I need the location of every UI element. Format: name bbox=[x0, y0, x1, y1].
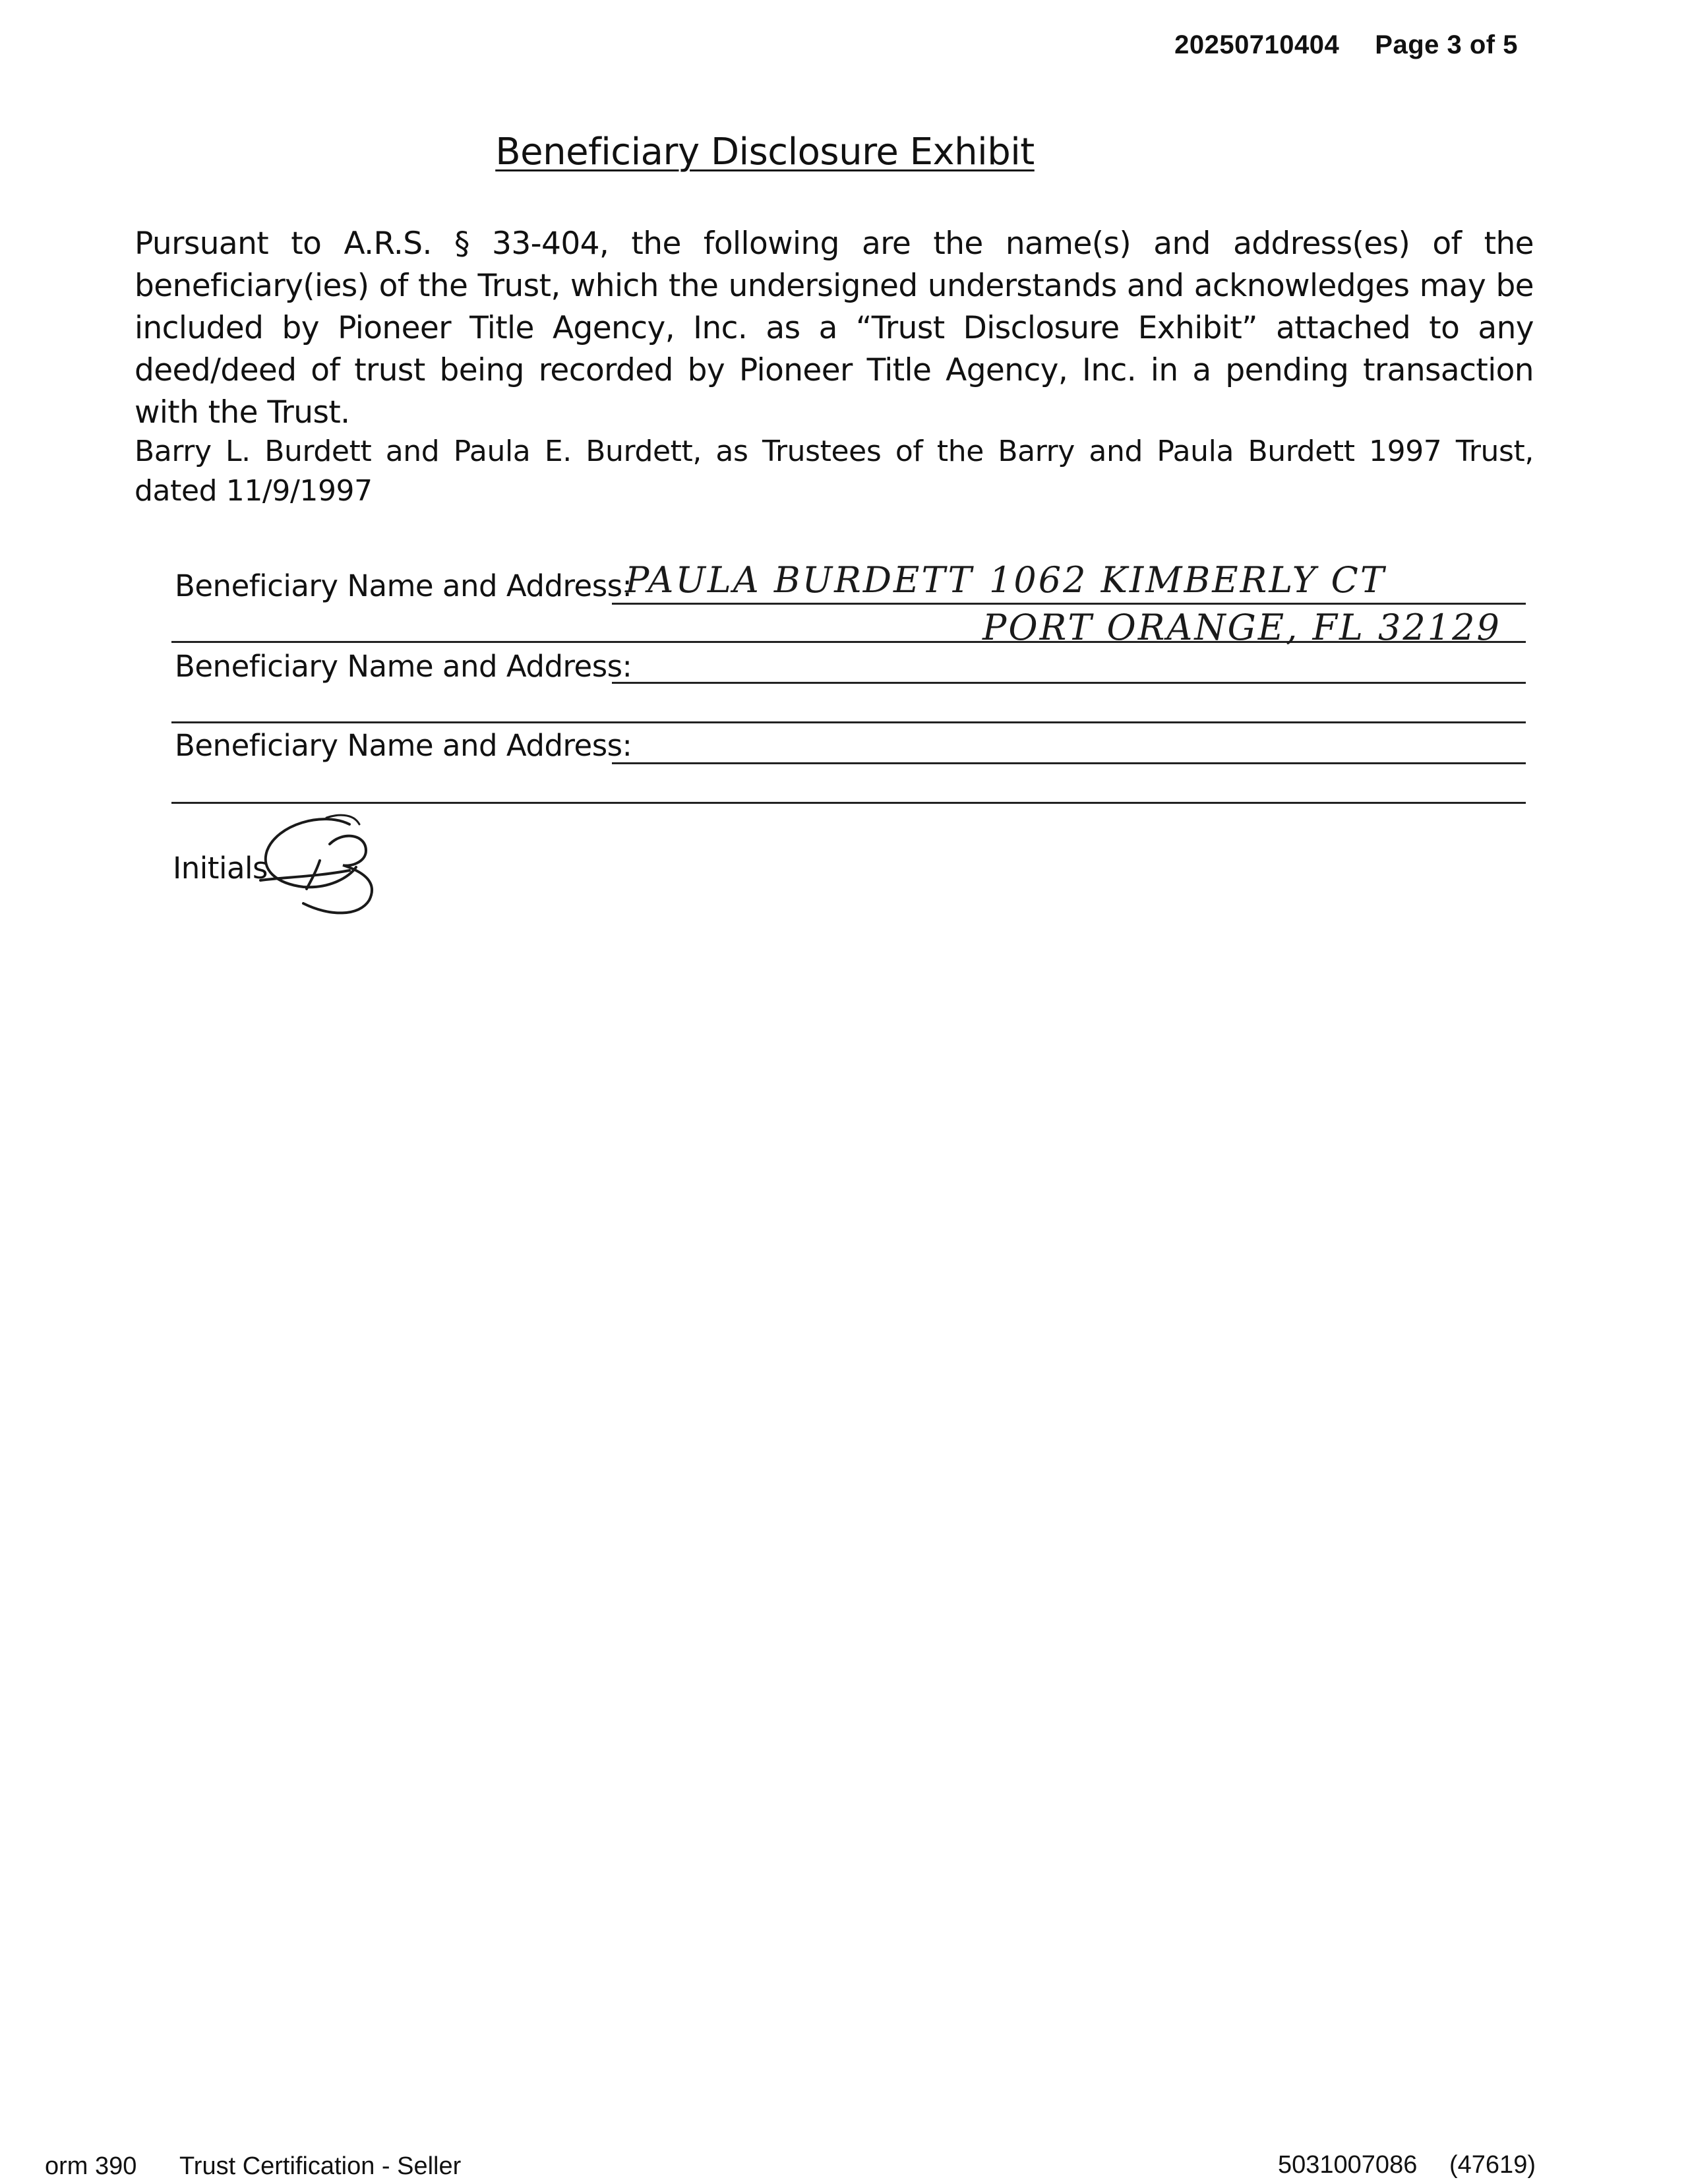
beneficiary-1-line bbox=[612, 603, 1526, 605]
beneficiary-1-address-line2: PORT ORANGE, FL 32129 bbox=[982, 607, 1501, 648]
beneficiary-1-label: Beneficiary Name and Address: bbox=[175, 568, 632, 603]
beneficiary-3-label: Beneficiary Name and Address: bbox=[175, 728, 632, 763]
intro-paragraph: Pursuant to A.R.S. § 33-404, the following are the name(s) and address(es) of the beneficiary(ies) of the Trust, which the undersigned understands and acknowledges may be included by Pioneer Title Agency, Inc. as a “Trust Disclosure Exhibit” attached to any deed/deed of trust being recorded by Pioneer Title Agency, Inc. in a pending transaction with the Trust. bbox=[135, 226, 1534, 431]
beneficiary-1-address-line1: 1062 KIMBERLY CT bbox=[989, 559, 1386, 601]
footer-form-title: Trust Certification - Seller bbox=[179, 2152, 462, 2180]
initials-signature-icon bbox=[251, 804, 396, 923]
document-title: Beneficiary Disclosure Exhibit bbox=[495, 131, 1035, 173]
beneficiary-2-label: Beneficiary Name and Address: bbox=[175, 649, 632, 684]
beneficiary-2-line bbox=[612, 682, 1526, 684]
page-number: Page 3 of 5 bbox=[1375, 30, 1518, 59]
beneficiary-1-name: PAULA BURDETT bbox=[625, 559, 974, 601]
footer-form-number: orm 390 bbox=[45, 2152, 137, 2180]
document-number: 20250710404 bbox=[1174, 30, 1340, 59]
document-header bbox=[1174, 30, 1518, 60]
beneficiary-3-line bbox=[612, 762, 1526, 764]
beneficiary-2-line-2 bbox=[171, 721, 1526, 723]
trustees-paragraph: Barry L. Burdett and Paula E. Burdett, as Trustees of the Barry and Paula Burdett 1997 Trust, dated 11/9/1997 bbox=[135, 435, 1534, 508]
footer-reference: 5031007086 bbox=[1278, 2151, 1418, 2179]
footer-reference-paren: (47619) bbox=[1449, 2151, 1536, 2179]
initials-label: Initials bbox=[173, 851, 268, 886]
beneficiary-3-line-2 bbox=[171, 802, 1526, 804]
